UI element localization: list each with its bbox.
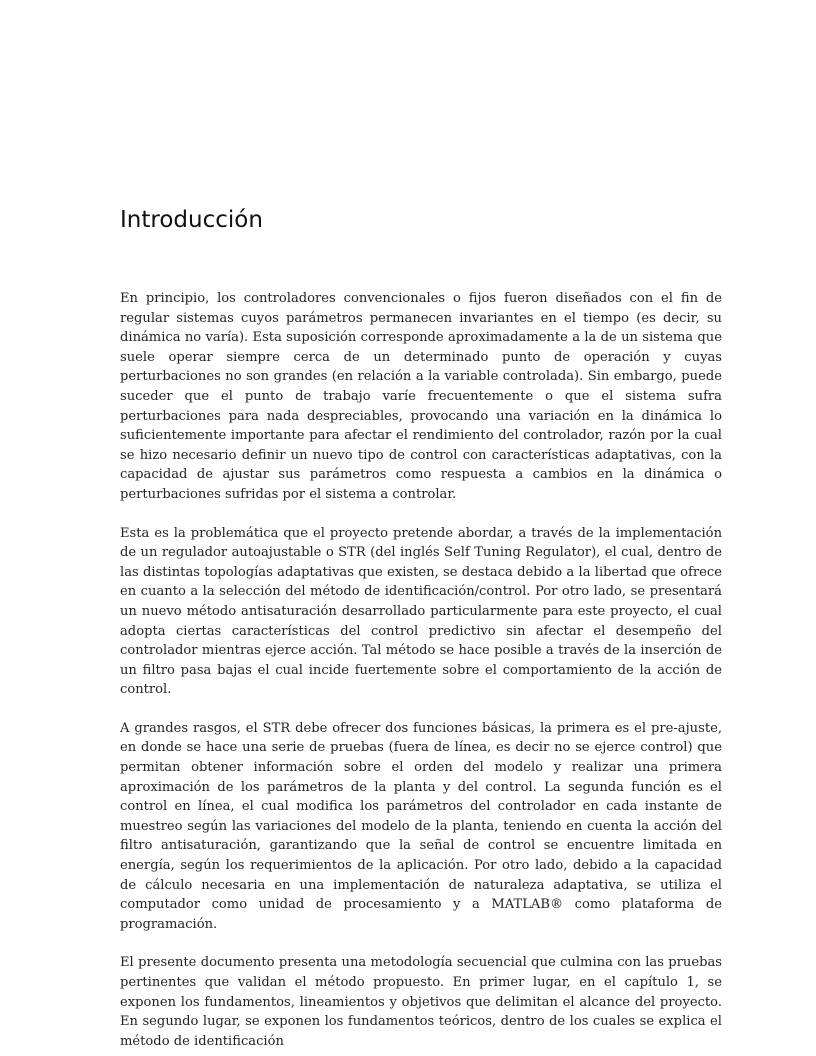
paragraph-2: Esta es la problemática que el proyecto pretende abordar, a través de la implementación de un regulador autoajustable o STR (del inglés Self Tuning Regulator), el cual, dentro de las distintas topologías adaptativas que existen, se destaca debido a la libertad que ofrece en cuanto a la selección del método de identificación/control. Por otro lado, se presentará un nuevo método antisaturación desarrollado particularmente para este proyecto, el cual adopta ciertas características del control predictivo sin afectar el desempeño del controlador mientras ejerce acción. Tal método se hace posible a través de la inserción de un filtro pasa bajas el cual incide fuertemente sobre el comportamiento de la acción de control. (120, 525, 722, 698)
chapter-title: Introducción (120, 207, 263, 233)
paragraph-3: A grandes rasgos, el STR debe ofrecer dos funciones básicas, la primera es el pre-ajuste, en donde se hace una serie de pruebas (fuera de línea, es decir no se ejerce control) que permitan obtener información sobre el orden del modelo y realizar una primera aproximación de los parámetros de la planta y del control. La segunda función es el control en línea, el cual modifica los parámetros del controlador en cada instante de muestreo según las variaciones del modelo de la planta, teniendo en cuenta la acción del filtro antisaturación, garantizando que la señal de control se encuentre limitada en energía, según los requerimientos de la aplicación. Por otro lado, debido a la capacidad de cálculo necesaria en una implementación de naturaleza adaptativa, se utiliza el computador como unidad de procesamiento y a MATLAB® como plataforma de programación. (120, 720, 722, 932)
paragraph-1: En principio, los controladores convencionales o fijos fueron diseñados con el fin de regular sistemas cuyos parámetros permanecen invariantes en el tiempo (es decir, su dinámica no varía). Esta suposición corresponde aproximadamente a la de un sistema que suele operar siempre cerca de un determinado punto de operación y cuyas perturbaciones no son grandes (en relación a la variable controlada). Sin embargo, puede suceder que el punto de trabajo varíe frecuentemente o que el sistema sufra perturbaciones para nada despreciables, provocando una variación en la dinámica lo suficientemente importante para afectar el rendimiento del controlador, razón por la cual se hizo necesario definir un nuevo tipo de control con características adaptativas, con la capacidad de ajustar sus parámetros como respuesta a cambios en la dinámica o perturbaciones sufridas por el sistema a controlar. (120, 291, 722, 502)
document-page (120, 205, 722, 1051)
paragraph-4: El presente documento presenta una metodología secuencial que culmina con las pruebas pertinentes que validan el método propuesto. En primer lugar, en el capítulo 1, se exponen los fundamentos, lineamientos y objetivos que delimitan el alcance del proyecto. En segundo lugar, se exponen los fundamentos teóricos, dentro de los cuales se explica el método de identificación (120, 955, 722, 1049)
